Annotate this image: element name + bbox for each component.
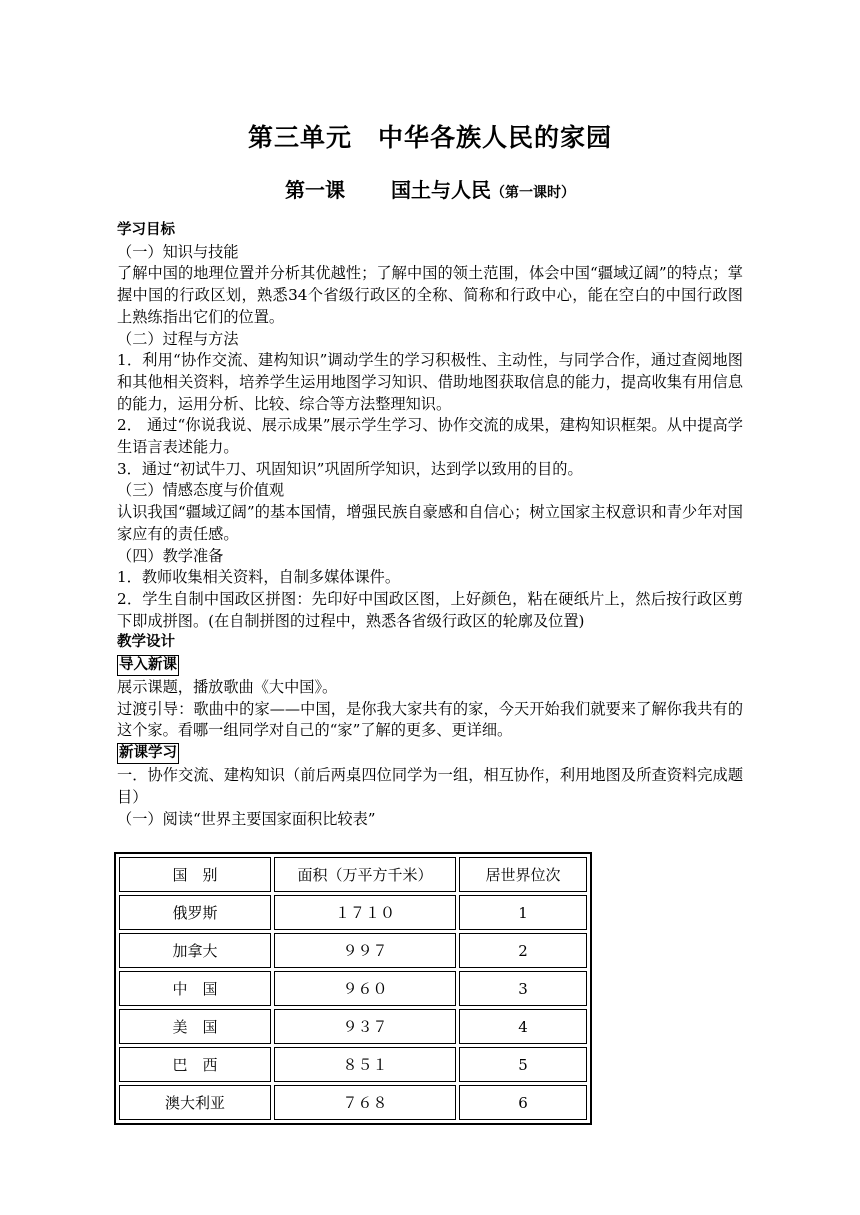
body-paragraph: 1．教师收集相关资料，自制多媒体课件。 (117, 568, 401, 587)
table-cell: 加拿大 (119, 933, 271, 968)
table-cell: 1 (459, 895, 587, 930)
lesson-note: （第一课时） (491, 185, 575, 201)
boxed-heading-label: 导入新课 (117, 655, 179, 676)
table-cell: 3 (459, 971, 587, 1006)
table-cell: 巴 西 (119, 1047, 271, 1082)
unit-name: 中华各族人民的家园 (378, 123, 613, 152)
lesson-title (0, 174, 860, 203)
table-cell: 5 (459, 1047, 587, 1082)
table-cell: 4 (459, 1009, 587, 1044)
body-paragraph: 1．利用“协作交流、建构知识”调动学生的学习积极性、主动性，与同学合作，通过查阅地图和其他相关资料，培养学生运用地图学习知识、借助地图获取信息的能力，提高收集有用信息的能力，运用分析、比较、综合等方法整理知识。 (117, 351, 743, 413)
boxed-heading-label: 新课学习 (117, 743, 179, 764)
table-cell: ７６８ (274, 1085, 456, 1120)
section-heading: 学习目标 (117, 222, 175, 238)
section-heading: 教学设计 (117, 634, 175, 651)
table-cell: ９９７ (274, 933, 456, 968)
table-cell: ９３７ (274, 1009, 456, 1044)
body-paragraph: （一）知识与技能 (117, 242, 239, 261)
table-row (119, 1047, 587, 1082)
body-paragraph: 一．协作交流、建构知识（前后两桌四位同学为一组，相互协作，利用地图及所查资料完成题目） (117, 766, 743, 806)
body-paragraph: （四）教学准备 (117, 546, 224, 565)
table-row (119, 971, 587, 1006)
body-paragraph: 过渡引导：歌曲中的家——中国，是你我大家共有的家，今天开始我们就要来了解你我共有的这个家。看哪一组同学对自己的“家”了解的更多、更详细。 (117, 699, 743, 740)
table-cell: 澳大利亚 (119, 1085, 271, 1120)
table-cell: 6 (459, 1085, 587, 1120)
area-comparison-table (114, 852, 592, 1125)
table-row (119, 1085, 587, 1120)
document-body (117, 220, 743, 830)
unit-title (0, 118, 860, 154)
table-cell: 俄罗斯 (119, 895, 271, 930)
table-cell: 中 国 (119, 971, 271, 1006)
body-paragraph: （三）情感态度与价值观 (117, 481, 285, 500)
table-row (119, 933, 587, 968)
table-row (119, 1009, 587, 1044)
table-cell: 2 (459, 933, 587, 968)
body-paragraph: 认识我国“疆域辽阔”的基本国情，增强民族自豪感和自信心；树立国家主权意识和青少年对国家应有的责任感。 (117, 503, 743, 543)
boxed-heading (117, 742, 743, 765)
lesson-label: 第一课 (285, 178, 345, 202)
unit-label: 第三单元 (247, 123, 352, 152)
table-cell: 美 国 (119, 1009, 271, 1044)
table-header-row (119, 857, 587, 892)
body-paragraph: （一）阅读“世界主要国家面积比较表” (117, 809, 376, 828)
table-cell: １７１０ (274, 895, 456, 930)
boxed-heading (117, 654, 743, 677)
table-header-cell: 居世界位次 (459, 857, 587, 892)
lesson-name: 国土与人民 (391, 178, 491, 202)
body-paragraph: 展示课题，播放歌曲《大中国》。 (117, 678, 338, 697)
table-cell: ９６０ (274, 971, 456, 1006)
table-header-cell: 国 别 (119, 857, 271, 892)
body-paragraph: 3．通过“初试牛刀、巩固知识”巩固所学知识，达到学以致用的目的。 (117, 459, 583, 478)
body-paragraph: 2． 通过“你说我说、展示成果”展示学生学习、协作交流的成果，建构知识框架。从中提高学生语言表述能力。 (117, 416, 743, 457)
table-cell: ８５１ (274, 1047, 456, 1082)
table-header-cell: 面积（万平方千米） (274, 857, 456, 892)
body-paragraph: （二）过程与方法 (117, 329, 239, 348)
body-paragraph: 2．学生自制中国政区拼图：先印好中国政区图，上好颜色，粘在硬纸片上，然后按行政区剪下即成拼图。(在自制拼图的过程中，熟悉各省级行政区的轮廓及位置) (117, 589, 743, 630)
table-row (119, 895, 587, 930)
body-paragraph: 了解中国的地理位置并分析其优越性；了解中国的领土范围，体会中国“疆域辽阔”的特点；掌握中国的行政区划，熟悉34个省级行政区的全称、简称和行政中心，能在空白的中国行政图上熟练指出它们的位置。 (117, 264, 743, 326)
